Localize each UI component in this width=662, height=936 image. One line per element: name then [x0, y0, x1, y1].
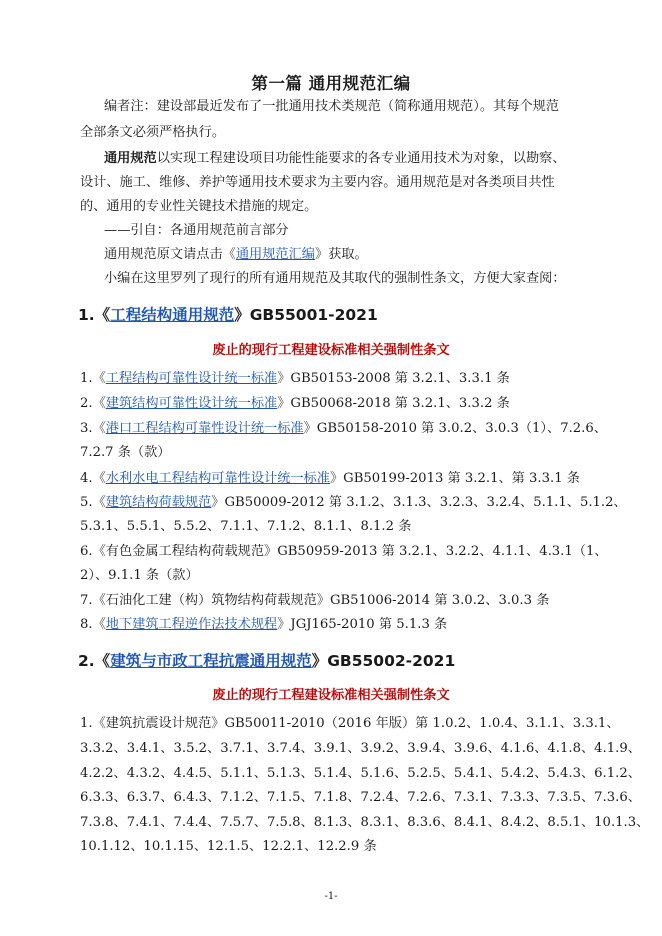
list-item-continuation: 10.1.12、10.1.15、12.1.5、12.2.1、12.2.9 条: [80, 839, 377, 854]
list-item: 6.《有色金属工程结构荷载规范》GB50959-2013 第 3.2.1、3.2.2、4.1.1、4.3.1（1、: [80, 544, 608, 559]
list-item-pre: 1.《: [80, 371, 106, 386]
section-2-code: 》GB55002-2021: [311, 652, 456, 670]
list-item-continuation: 7.3.8、7.4.1、7.4.4、7.5.7、7.5.8、8.1.3、8.3.1、8.3.6、8.4.1、8.4.2、8.5.1、10.1.3、: [80, 815, 650, 830]
intro-link-line: [104, 246, 368, 263]
standard-link[interactable]: 水利水电工程结构可靠性设计统一标准: [105, 471, 330, 486]
list-item-post: 》GB50009-2012 第 3.1.2、3.1.3、3.2.3、3.2.4、5.1.1、5.1.2、: [211, 495, 627, 510]
list-item-continuation: 6.3.3、6.3.7、6.4.3、7.1.2、7.1.5、7.1.8、7.2.4、7.2.6、7.3.1、7.3.3、7.3.5、7.3.6、: [80, 790, 641, 805]
section-2-link[interactable]: 建筑与市政工程抗震通用规范: [110, 652, 312, 670]
section-1-num: 1.《: [78, 306, 111, 324]
section-1-subtitle: 废止的现行工程建设标准相关强制性条文: [212, 343, 450, 358]
section-1-link[interactable]: 工程结构通用规范: [110, 306, 235, 324]
intro-p2-line2: 设计、施工、维修、养护等通用技术要求为主要内容。通用规范是对各类项目共性: [80, 175, 555, 190]
list-item: [80, 395, 510, 412]
intro-p1-line1: 编者注：建设部最近发布了一批通用技术类规范（简称通用规范）。其每个规范: [104, 99, 559, 114]
standard-link[interactable]: 工程结构可靠性设计统一标准: [105, 371, 278, 386]
list-item-pre: 5.《: [80, 495, 106, 510]
standard-link[interactable]: 地下建筑工程逆作法技术规程: [105, 617, 278, 632]
list-item: [80, 370, 510, 387]
page-title: 第一篇 通用规范汇编: [251, 74, 411, 93]
list-item-pre: 4.《: [80, 471, 106, 486]
intro-p2-bold: 通用规范: [104, 151, 157, 166]
intro-link-post: 》获取。: [315, 247, 368, 262]
list-item-continuation: 7.2.7 条（款）: [80, 445, 171, 460]
intro-p1-line2: 全部条文必须严格执行。: [80, 125, 226, 140]
section-1-code: 》GB55001-2021: [234, 306, 378, 324]
list-item: 1.《建筑抗震设计规范》GB50011-2010（2016 年版）第 1.0.2、1.0.4、3.1.1、3.3.1、: [80, 716, 620, 731]
list-item-post: 》GB50153-2008 第 3.2.1、3.3.1 条: [277, 371, 510, 386]
list-item-continuation: 2）、9.1.1 条（款）: [80, 568, 199, 583]
intro-link-pre: 通用规范原文请点击《: [104, 247, 236, 262]
list-item-pre: 8.《: [80, 617, 106, 632]
section-2-heading: [78, 649, 455, 671]
section-1-heading: [78, 303, 378, 325]
intro-citation: ——引自：各通用规范前言部分: [104, 223, 289, 238]
list-item-pre: 3.《: [80, 421, 106, 436]
list-item-continuation: 3.3.2、3.4.1、3.5.2、3.7.1、3.7.4、3.9.1、3.9.2、3.9.4、3.9.6、4.1.6、4.1.8、4.1.9、: [80, 741, 641, 756]
page-number: -1-: [324, 891, 338, 902]
section-2-subtitle: 废止的现行工程建设标准相关强制性条文: [212, 688, 450, 703]
intro-list-lead: 小编在这里罗列了现行的所有通用规范及其取代的强制性条文，方便大家查阅：: [104, 271, 566, 286]
list-item: [80, 470, 580, 487]
general-spec-link[interactable]: 通用规范汇编: [235, 247, 315, 262]
list-item: [80, 494, 627, 511]
list-item-post: 》GB50068-2018 第 3.2.1、3.3.2 条: [277, 396, 510, 411]
list-item-post: 》JGJ165-2010 第 5.1.3 条: [277, 617, 448, 632]
standard-link[interactable]: 建筑结构荷载规范: [105, 495, 212, 510]
list-item-post: 》GB50199-2013 第 3.2.1、第 3.3.1 条: [329, 471, 580, 486]
standard-link[interactable]: 港口工程结构可靠性设计统一标准: [105, 421, 304, 436]
intro-p2-line3: 的、通用的专业性关键技术措施的规定。: [80, 199, 318, 214]
intro-p2-line1: [104, 150, 566, 167]
list-item-post: 》GB50158-2010 第 3.0.2、3.0.3（1）、7.2.6、: [303, 421, 607, 436]
standard-link[interactable]: 建筑结构可靠性设计统一标准: [105, 396, 278, 411]
intro-p2-line1-text: 以实现工程建设项目功能性能要求的各专业通用技术为对象，以勘察、: [156, 151, 566, 166]
list-item-continuation: 5.3.1、5.5.1、5.5.2、7.1.1、7.1.2、8.1.1、8.1.2 条: [80, 519, 412, 534]
list-item: 7.《石油化工建（构）筑物结构荷载规范》GB51006-2014 第 3.0.2、3.0.3 条: [80, 593, 550, 608]
list-item: [80, 616, 447, 633]
list-item: [80, 420, 607, 437]
list-item-continuation: 4.2.2、4.3.2、4.4.5、5.1.1、5.1.3、5.1.4、5.1.6、5.2.5、5.4.1、5.4.2、5.4.3、6.1.2、: [80, 766, 641, 781]
list-item-pre: 2.《: [80, 396, 106, 411]
section-2-num: 2.《: [78, 652, 111, 670]
